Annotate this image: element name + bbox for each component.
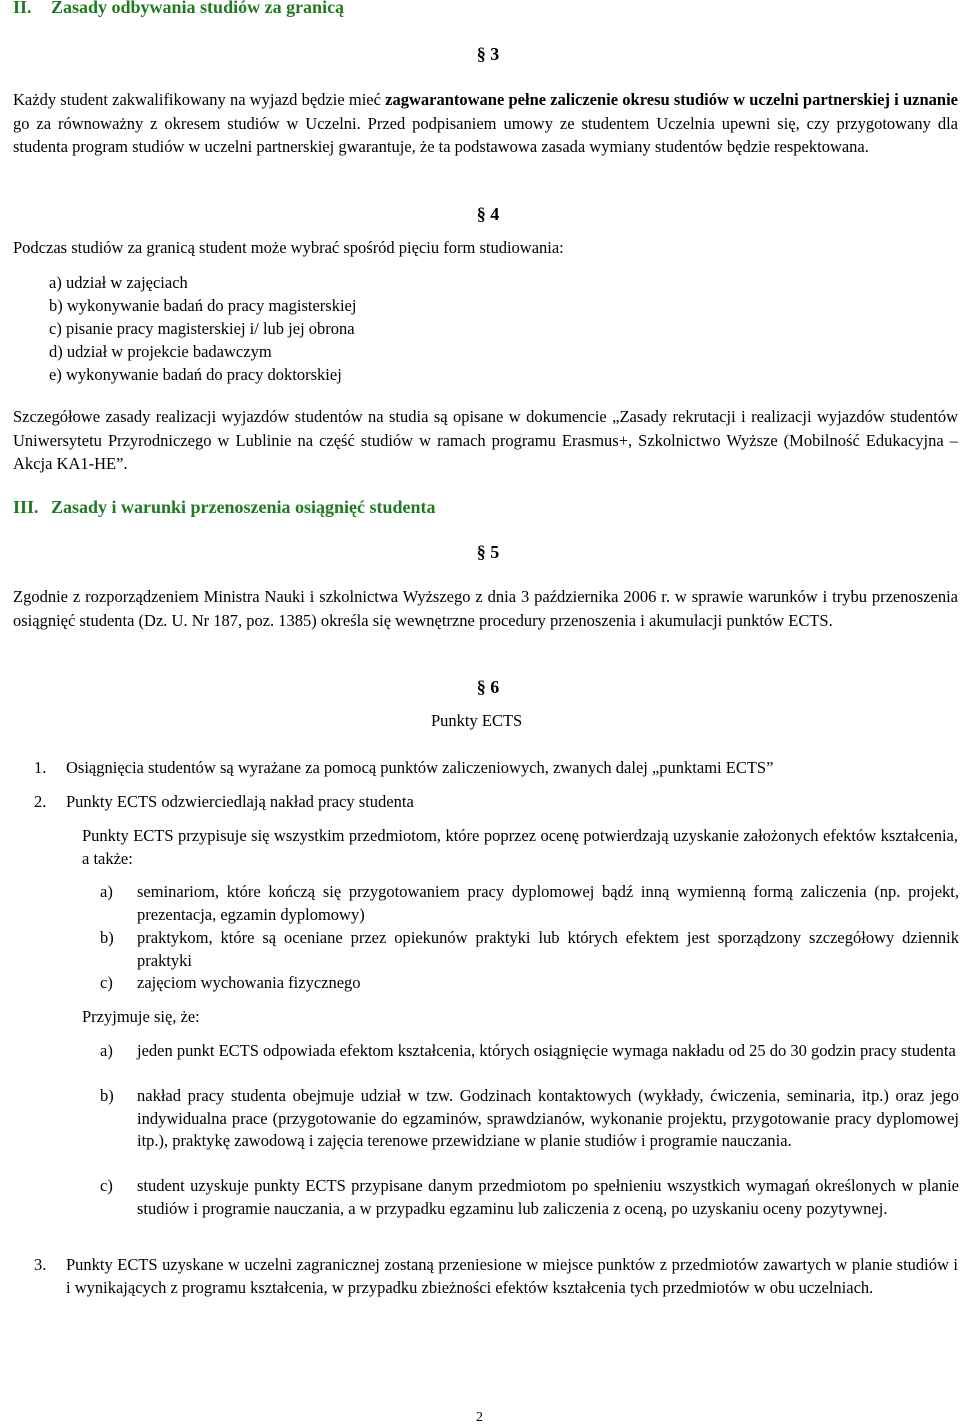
list-label: a) (100, 1041, 113, 1060)
list-item-text: praktykom, które są oceniane przez opiekunów praktyki lub których efektem jest sporządzony szczegółowy dziennik praktyki (137, 928, 959, 970)
list-item-text: student uzyskuje punkty ECTS przypisane danym przedmiotom po spełnieniu wszystkich wymagań określonych w planie studiów i programie nauczania, a w przypadku egzaminu lub zaliczenia z oceną, po uzyskaniu oceny pozytywnej. (137, 1176, 959, 1218)
item-number: 3. (34, 1255, 47, 1274)
list-item: d) udział w projekcie badawczym (49, 342, 272, 361)
list-label: b) (100, 928, 114, 947)
list-item-text: jeden punkt ECTS odpowiada efektom kształcenia, których osiągnięcie wymaga nakładu od 25 do 30 godzin pracy studenta (137, 1041, 956, 1060)
heading-number: II. (13, 0, 32, 17)
heading-title: Zasady odbywania studiów za granicą (51, 0, 345, 17)
section-heading-ii (13, 0, 344, 18)
heading-number: III. (13, 497, 39, 517)
item-number: 1. (34, 758, 47, 777)
list-item: e) wykonywanie badań do pracy doktorskiej (49, 365, 342, 384)
list-label: c) (100, 1176, 113, 1195)
list-item-text: zajęciom wychowania fizycznego (137, 973, 361, 992)
list-item: c) pisanie pracy magisterskiej i/ lub jej obrona (49, 319, 355, 338)
paragraph-mark-3: § 3 (476, 44, 500, 64)
text-span: go za równoważny z okresem studiów w Uczelni. Przed podpisaniem umowy ze studentem Uczelnia upewni się, czy przygotowany dla studenta program studiów w uczelni partnerskiej gwarantuje, że ta podstawowa zasada wymiany studentów będzie respektowana. (13, 113, 958, 156)
bold-text-span: zagwarantowane pełne zaliczenie okresu studiów w uczelni partnerskiej i uznanie (385, 90, 958, 109)
list-label: b) (100, 1086, 114, 1105)
section-subtitle: Punkty ECTS (431, 711, 523, 730)
ects-point-3: Punkty ECTS uzyskane w uczelni zagranicznej zostaną przeniesione w miejsce punktów z przedmiotów zawartych w planie studiów i i wynikających z programu kształcenia, w przypadku zbieżności efektów kształcenia tych przedmiotów w obu uczelniach. (66, 1255, 958, 1297)
paragraph-4-intro: Podczas studiów za granicą student może wybrać spośród pięciu form studiowania: (13, 238, 564, 257)
list-label: c) (100, 973, 113, 992)
paragraph-5-text: Zgodnie z rozporządzeniem Ministra Nauki i szkolnictwa Wyższego z dnia 3 października 2006 r. w sprawie warunków i trybu przenoszenia osiągnięć studenta (Dz. U. Nr 187, poz. 1385) określa się wewnętrzne procedury przenoszenia i akumulacji punktów ECTS. (13, 587, 958, 630)
list-label: a) (100, 882, 113, 901)
list-item: b) wykonywanie badań do pracy magisterskiej (49, 296, 357, 315)
study-forms-list (49, 271, 356, 386)
paragraph-3-text (13, 88, 958, 159)
section-heading-iii (13, 497, 436, 518)
paragraph-mark-4: § 4 (476, 204, 500, 224)
ects-point-1: Osiągnięcia studentów są wyrażane za pomocą punktów zaliczeniowych, zwanych dalej „punktami ECTS” (66, 758, 774, 777)
list-item-text: seminariom, które kończą się przygotowaniem pracy dyplomowej bądź inną wymienną formą zaliczenia (np. projekt, prezentacja, egzamin dyplomowy) (137, 882, 959, 924)
page-number: 2 (476, 1410, 483, 1425)
list-item-text: nakład pracy studenta obejmuje udział w tzw. Godzinach kontaktowych (wykłady, ćwiczenia, seminaria, itp.) oraz jego indywidualna prace (przygotowanie do egzaminów, sprawdzianów, wykonanie projektu, przygotowanie pracy dyplomowej itp.), praktykę zawodową i zajęcia terenowe przewidziane w planie studiów i programie nauczania. (137, 1086, 959, 1150)
ects-point-2: Punkty ECTS odzwierciedlają nakład pracy studenta (66, 792, 414, 811)
ects-intro (82, 824, 958, 870)
text-span: Każdy student zakwalifikowany na wyjazd będzie mieć (13, 90, 386, 109)
paragraph-mark-6: § 6 (476, 677, 500, 697)
paragraph-4-details: Szczegółowe zasady realizacji wyjazdów studentów na studia są opisane w dokumencie „Zasady rekrutacji i realizacji wyjazdów studentów Uniwersytetu Przyrodniczego w Lublinie na część studiów w ramach programu Erasmus+, Szkolnictwo Wyższe (Mobilność Edukacyjna – Akcja KA1-HE”. (13, 407, 958, 473)
list-item: a) udział w zajęciach (49, 273, 188, 292)
paragraph-mark-5: § 5 (476, 542, 500, 562)
heading-title: Zasady i warunki przenoszenia osiągnięć studenta (51, 497, 436, 517)
item-number: 2. (34, 792, 47, 811)
assumption-intro: Przyjmuje się, że: (82, 1007, 200, 1026)
text-span: Punkty ECTS przypisuje się wszystkim przedmiotom, które poprzez ocenę potwierdzają uzyskanie założonych efektów kształcenia, a także: (82, 826, 958, 868)
